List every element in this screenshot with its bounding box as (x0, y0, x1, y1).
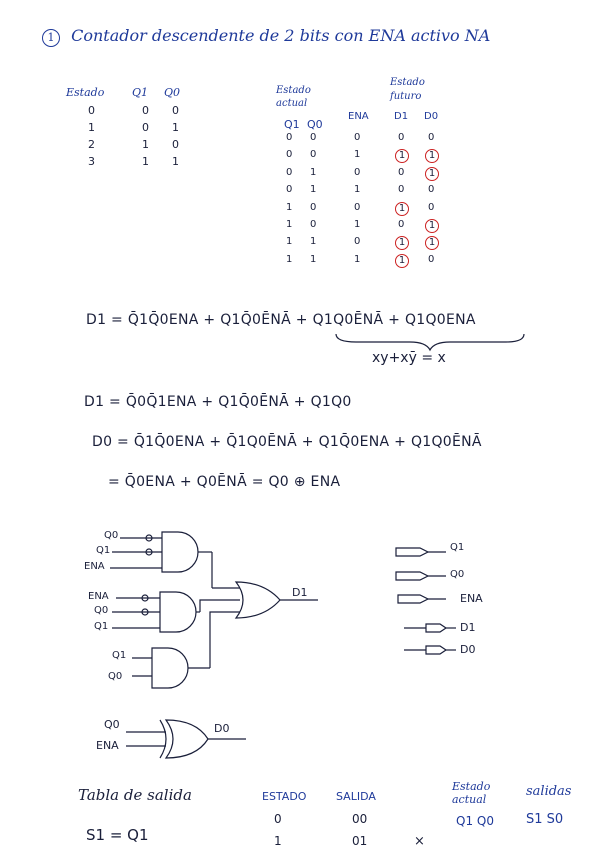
legend-q1: Q1 (450, 542, 465, 553)
transition-cell: 0 (354, 166, 361, 178)
title-number: 1 (42, 29, 60, 47)
col-header-d0: D0 (424, 111, 439, 122)
transition-cell: 0 (310, 132, 317, 143)
output-header-salida: SALIDA (336, 790, 376, 803)
header-estado-futuro: Estado futuro (390, 77, 425, 102)
transition-cell: 1 (286, 201, 293, 213)
equation-d1-simplified: D1 = Q̄0Q̄1ENA + Q1Q̄0ĒNĀ + Q1Q0 (84, 394, 352, 410)
legend-q0: Q0 (450, 569, 465, 580)
transition-cell: 1 (354, 253, 361, 265)
output-row-0-estado: 0 (274, 812, 282, 826)
state-cell: 1 (88, 121, 95, 134)
gate3-input-q1: Q1 (112, 650, 127, 661)
output-subheader-s: S1 S0 (526, 812, 564, 827)
state-header-estado: Estado (66, 86, 105, 99)
transition-cell: 0 (398, 219, 405, 230)
page-title: Contador descendente de 2 bits con ENA activo NA (71, 26, 491, 45)
state-cell: 1 (172, 121, 179, 134)
circled-value: 1 (425, 149, 439, 163)
equation-d0-simplified: = Q̄0ENA + Q0ĒNĀ = Q0 ⊕ ENA (108, 474, 341, 490)
output-header-salidas: salidas (526, 784, 572, 799)
state-cell: 0 (88, 104, 95, 117)
xor-input-ena: ENA (96, 739, 119, 752)
transition-cell: 1 (286, 253, 293, 265)
circled-value: 1 (425, 236, 439, 250)
state-cell: 3 (88, 155, 95, 168)
output-row-0-salida: 00 (352, 812, 368, 826)
transition-cell: 0 (428, 132, 435, 143)
gate2-input-q1: Q1 (94, 621, 109, 632)
output-cross-mark: × (414, 834, 425, 849)
transition-cell: 0 (354, 236, 361, 248)
state-header-q1: Q1 (132, 86, 149, 99)
state-cell: 0 (142, 121, 149, 134)
col-header-q1: Q1 (284, 118, 300, 131)
transition-cell: 0 (354, 201, 361, 213)
transition-cell: 1 (354, 184, 361, 196)
transition-cell: 0 (428, 201, 435, 213)
legend-d0: D0 (460, 643, 476, 656)
state-cell: 0 (172, 138, 179, 151)
col-header-d1: D1 (394, 111, 409, 122)
state-header-q0: Q0 (164, 86, 181, 99)
equation-d0-full: D0 = Q̄1Q̄0ENA + Q̄1Q0ĒNĀ + Q1Q̄0ENA + Q1Q0ĒNĀ (92, 434, 482, 450)
output-row-1-estado: 1 (274, 834, 282, 848)
transition-cell: 0 (286, 132, 293, 143)
gate1-input-q0: Q0 (104, 530, 119, 541)
transition-cell: 1 (354, 149, 361, 161)
transition-cell: 1 (354, 219, 361, 230)
circled-value: 1 (395, 236, 409, 250)
transition-cell: 1 (286, 236, 293, 248)
transition-cell: 0 (310, 149, 317, 161)
state-cell: 1 (172, 155, 179, 168)
gate2-input-q0: Q0 (94, 605, 109, 616)
equation-d1-full: D1 = Q̄1Q̄0ENA + Q1Q̄0ĒNĀ + Q1Q0ĒNĀ + Q1Q0ENA (86, 312, 476, 328)
output-subheader-q: Q1 Q0 (456, 814, 494, 828)
transition-cell: 0 (398, 166, 405, 178)
circled-value: 1 (395, 149, 409, 163)
output-d0-label: D0 (214, 722, 230, 735)
transition-cell: 0 (428, 184, 435, 196)
output-header-estado: ESTADO (262, 790, 307, 803)
output-d1-label: D1 (292, 586, 308, 599)
circled-value: 1 (425, 219, 439, 233)
circled-value: 1 (395, 202, 409, 216)
transition-cell: 0 (286, 149, 293, 161)
output-table-title: Tabla de salida (78, 786, 192, 804)
transition-cell: 0 (398, 184, 405, 196)
transition-cell: 0 (428, 253, 435, 265)
transition-cell: 0 (398, 132, 405, 143)
transition-cell: 0 (354, 132, 361, 143)
legend-ena: ENA (460, 592, 483, 605)
output-equation-s1: S1 = Q1 (86, 826, 149, 844)
transition-cell: 0 (310, 201, 317, 213)
equation-d1-hint: xy+xȳ = x (372, 350, 446, 366)
gate1-input-ena: ENA (84, 561, 105, 572)
transition-cell: 1 (310, 236, 317, 248)
gate3-input-q0: Q0 (108, 671, 123, 682)
output-header-estado-actual: Estado actual (452, 780, 491, 806)
transition-cell: 1 (310, 166, 317, 178)
transition-cell: 1 (310, 184, 317, 196)
col-header-q0: Q0 (307, 118, 323, 131)
state-cell: 2 (88, 138, 95, 151)
legend-d1: D1 (460, 621, 476, 634)
state-cell: 1 (142, 155, 149, 168)
circled-value: 1 (395, 254, 409, 268)
transition-cell: 0 (286, 184, 293, 196)
header-estado-actual: Estado actual (276, 85, 311, 109)
xor-input-q0: Q0 (104, 718, 120, 731)
output-row-1-salida: 01 (352, 834, 368, 848)
col-header-ena: ENA (348, 111, 369, 122)
circled-value: 1 (425, 167, 439, 181)
state-cell: 1 (142, 138, 149, 151)
gate2-input-ena: ENA (88, 591, 109, 602)
transition-cell: 1 (286, 219, 293, 230)
gate1-input-q1: Q1 (96, 545, 111, 556)
transition-cell: 0 (286, 166, 293, 178)
transition-cell: 0 (310, 219, 317, 230)
state-cell: 0 (142, 104, 149, 117)
transition-cell: 1 (310, 253, 317, 265)
state-cell: 0 (172, 104, 179, 117)
